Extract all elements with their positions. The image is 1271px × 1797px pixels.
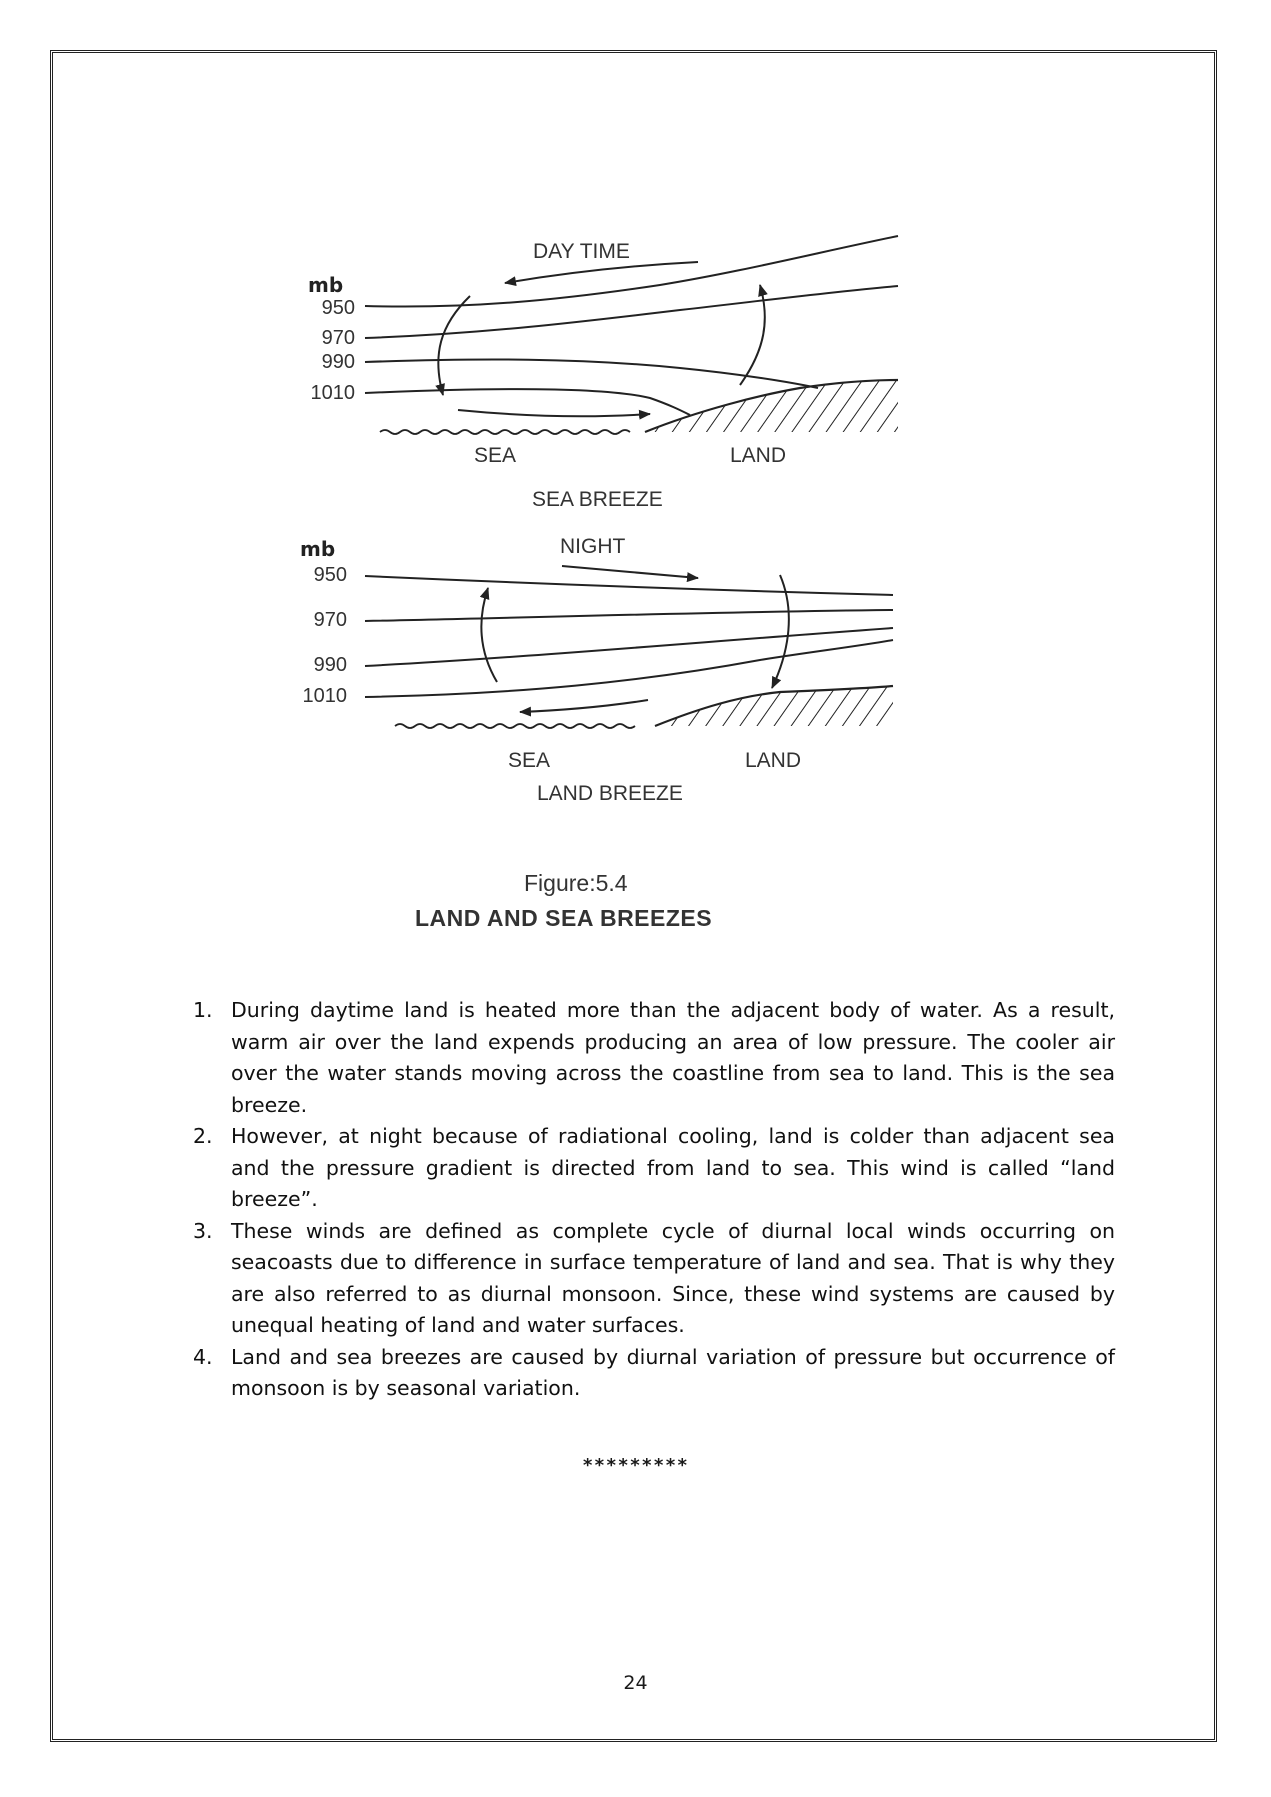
sea-breeze-panel <box>308 236 898 511</box>
bottom-pressure-950: 950 <box>313 564 347 586</box>
top-isobar-990 <box>365 360 818 388</box>
bottom-isobar-950 <box>365 576 893 595</box>
top-sea-surface <box>380 430 630 434</box>
figure-title: LAND AND SEA BREEZES <box>415 905 713 931</box>
top-upper-arrow <box>505 262 698 283</box>
top-pressure-1010: 1010 <box>310 382 355 404</box>
top-isobar-1010 <box>365 389 690 415</box>
bottom-rising-arrow <box>481 588 497 682</box>
list-item-text: Land and sea breezes are caused by diurnal variation of pressure but occurrence of monsoon is by seasonal variation. <box>231 1344 1115 1400</box>
bottom-upper-arrow <box>562 566 698 578</box>
top-pressure-990: 990 <box>321 351 355 373</box>
list-item-number: 2. <box>193 1124 213 1148</box>
list-item <box>185 1342 1115 1405</box>
top-land-label: LAND <box>730 444 787 467</box>
list-item-number: 1. <box>193 998 213 1022</box>
bottom-pressure-970: 970 <box>313 609 347 631</box>
top-caption: SEA BREEZE <box>532 488 663 511</box>
list-item-text: During daytime land is heated more than the adjacent body of water. As a result, warm air over the land expends producing an area of low pressure. The cooler air over the water stands moving across the coastline from sea to land. This is the sea breeze. <box>231 998 1115 1117</box>
bottom-surface-arrow <box>520 700 648 712</box>
bottom-isobar-990 <box>365 628 893 666</box>
list-item-text: However, at night because of radiational cooling, land is colder than adjacent sea and the pressure gradient is directed from land to sea. This wind is called “land breeze”. <box>231 1124 1115 1211</box>
top-time-label: DAY TIME <box>533 240 630 263</box>
bottom-time-label: NIGHT <box>560 535 626 558</box>
land-breeze-panel <box>300 535 893 805</box>
list-item <box>185 1216 1115 1342</box>
list-item-text: These winds are defined as complete cycle of diurnal local winds occurring on seacoasts due to difference in surface temperature of land and sea. That is why they are also referred to as diurnal monsoon. Since, these wind systems are caused by unequal heating of land and water surfaces. <box>231 1218 1115 1337</box>
list-item <box>185 995 1115 1121</box>
bottom-sea-surface <box>395 724 635 728</box>
page-number: 24 <box>623 1672 648 1694</box>
top-pressure-950: 950 <box>321 297 355 319</box>
top-pressure-970: 970 <box>321 327 355 349</box>
bottom-land-label: LAND <box>745 749 802 772</box>
bottom-sea-label: SEA <box>508 749 551 772</box>
list-item <box>185 1121 1115 1216</box>
list-item-number: 3. <box>193 1218 213 1243</box>
top-unit-label: mb <box>308 273 344 297</box>
list-item-number: 4. <box>193 1344 213 1369</box>
bottom-pressure-1010: 1010 <box>302 685 347 707</box>
top-isobar-950 <box>365 236 898 307</box>
top-sea-label: SEA <box>474 444 517 467</box>
top-land-hatch <box>645 380 898 432</box>
top-surface-arrow <box>458 410 650 416</box>
top-descending-arrow <box>438 296 470 395</box>
points-list <box>185 995 1115 1405</box>
bottom-caption: LAND BREEZE <box>537 782 683 805</box>
bottom-pressure-990: 990 <box>313 654 347 676</box>
bottom-isobar-970 <box>365 610 893 621</box>
figure-number: Figure:5.4 <box>524 870 628 896</box>
section-separator: ********* <box>582 1455 689 1476</box>
bottom-unit-label: mb <box>300 537 336 561</box>
